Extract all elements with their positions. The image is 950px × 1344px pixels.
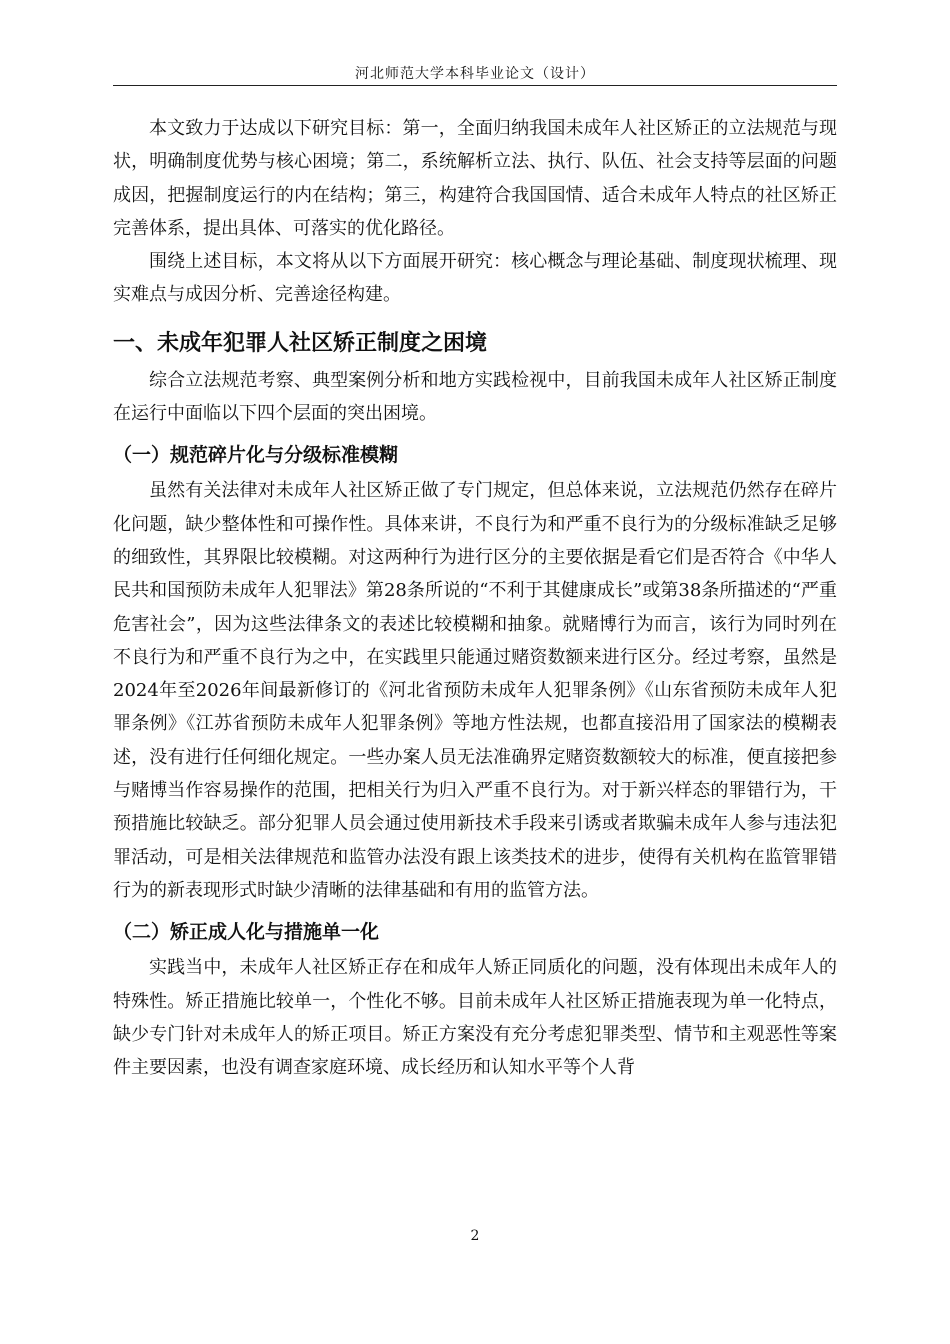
- paragraph-fragmentation: 虽然有关法律对未成年人社区矫正做了专门规定，但总体来说，立法规范仍然存在碎片化问题，缺少整体性和可操作性。具体来讲，不良行为和严重不良行为的分级标准缺乏足够的细致性，其界限比较模糊。对这两种行为进行区分的主要依据是看它们是否符合《中华人民共和国预防未成年人犯罪法》第28条所说的“不利于其健康成长”或第38条所描述的“严重危害社会”，因为这些法律条文的表述比较模糊和抽象。就赌博行为而言，该行为同时列在不良行为和严重不良行为之中，在实践里只能通过赌资数额来进行区分。经过考察，虽然是2024年至2026年间最新修订的《河北省预防未成年人犯罪条例》《山东省预防未成年人犯罪条例》《江苏省预防未成年人犯罪条例》等地方性法规，也都直接沿用了国家法的模糊表述，没有进行任何细化规定。一些办案人员无法准确界定赌资数额较大的标准，便直接把参与赌博当作容易操作的范围，把相关行为归入严重不良行为。对于新兴样态的罪错行为，干预措施比较缺乏。部分犯罪人员会通过使用新技术手段来引诱或者欺骗未成年人参与违法犯罪活动，可是相关法律规范和监管办法没有跟上该类技术的进步，使得有关机构在监管罪错行为的新表现形式时缺少清晰的法律基础和有用的监管方法。: [113, 480, 837, 901]
- header-divider: [113, 85, 837, 86]
- subsection-heading-2: （二）矫正成人化与措施单一化: [113, 921, 380, 944]
- section-heading: 一、未成年犯罪人社区矫正制度之困境: [113, 330, 488, 356]
- page-number: 2: [470, 1228, 480, 1244]
- paragraph-research-goals: 本文致力于达成以下研究目标：第一，全面归纳我国未成年人社区矫正的立法规范与现状，明确制度优势与核心困境；第二，系统解析立法、执行、队伍、社会支持等层面的问题成因，把握制度运行的内在结构；第三，构建符合我国国情、适合未成年人特点的社区矫正完善体系，提出具体、可落实的优化路径。: [113, 118, 837, 239]
- page-header: 河北师范大学本科毕业论文（设计）: [355, 66, 595, 82]
- document-body: [113, 112, 837, 1084]
- subsection-heading-1: （一）规范碎片化与分级标准模糊: [113, 444, 399, 467]
- paragraph-adultification: 实践当中，未成年人社区矫正存在和成年人矫正同质化的问题，没有体现出未成年人的特殊性。矫正措施比较单一，个性化不够。目前未成年人社区矫正措施表现为单一化特点，缺少专门针对未成年人的矫正项目。矫正方案没有充分考虑犯罪类型、情节和主观恶性等案件主要因素，也没有调查家庭环境、成长经历和认知水平等个人背: [113, 957, 837, 1079]
- paragraph-research-scope: 围绕上述目标，本文将从以下方面展开研究：核心概念与理论基础、制度现状梳理、现实难点与成因分析、完善途径构建。: [113, 251, 837, 306]
- paragraph-section-intro: 综合立法规范考察、典型案例分析和地方实践检视中，目前我国未成年人社区矫正制度在运行中面临以下四个层面的突出困境。: [113, 369, 837, 425]
